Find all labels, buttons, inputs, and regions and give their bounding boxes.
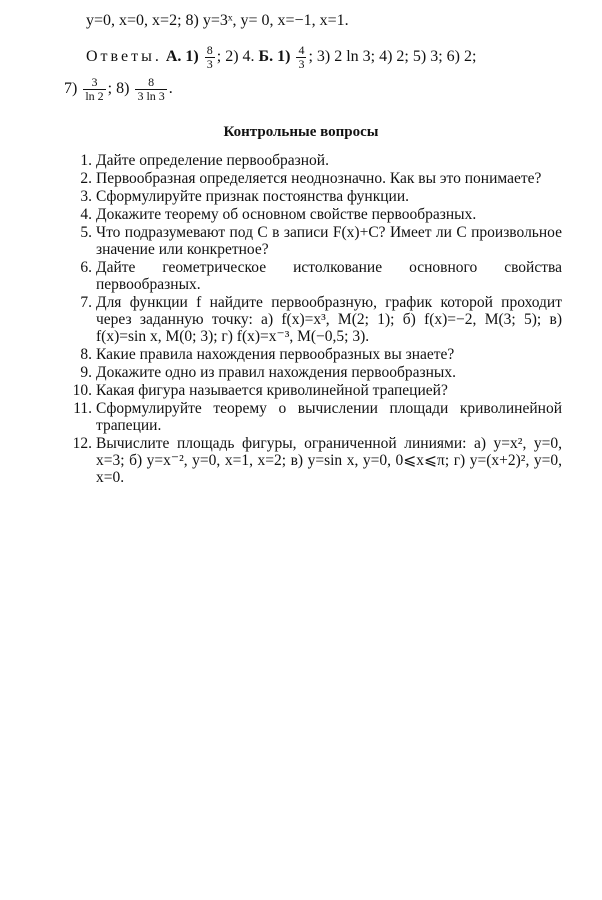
item-number: 12. xyxy=(72,435,92,452)
fraction-denominator: 3 xyxy=(206,57,213,71)
list-item xyxy=(72,170,562,187)
item-text: Первообразная определяется неоднозначно. Как вы это понимаете? xyxy=(96,170,542,187)
answers-mid: ; 8) xyxy=(107,80,130,98)
fraction-b1 xyxy=(296,44,306,71)
answers-a-label: А. 1) xyxy=(165,48,199,66)
list-item xyxy=(72,224,562,258)
fraction-numerator: 3 xyxy=(83,76,105,90)
fraction-a1 xyxy=(205,44,215,71)
fraction-denominator: 3 ln 3 xyxy=(137,89,165,103)
list-item xyxy=(72,400,562,434)
item-text: Докажите одно из правил нахождения первообразных. xyxy=(96,364,456,381)
answers-a-rest: ; 2) 4. xyxy=(216,48,255,66)
item-number: 3. xyxy=(80,188,92,205)
answers-item-7-label: 7) xyxy=(64,80,78,98)
fraction-denominator: ln 2 xyxy=(85,89,104,103)
item-number: 1. xyxy=(80,152,92,169)
item-text: Дайте геометрическое истолкование основного свойства первообразных. xyxy=(96,259,562,293)
fraction-numerator: 8 xyxy=(206,43,213,57)
list-item xyxy=(72,206,562,223)
list-item xyxy=(72,259,562,293)
answers-end: . xyxy=(168,80,173,98)
list-item xyxy=(72,435,562,486)
answers-line-2 xyxy=(64,76,173,103)
item-number: 7. xyxy=(80,294,92,311)
answers-line-1 xyxy=(86,44,476,71)
item-number: 2. xyxy=(80,170,92,187)
item-text: Вычислите площадь фигуры, ограниченной линиями: а) y=x², y=0, x=3; б) y=x⁻², y=0, x=1, x=2; в) y=sin x, y=0, 0⩽x⩽π; г) y=(x+2)², y=0, x=0. xyxy=(96,435,562,486)
questions-list xyxy=(72,152,562,487)
answers-label: Ответы. xyxy=(86,48,162,66)
list-item xyxy=(72,382,562,399)
item-number: 5. xyxy=(80,224,92,241)
list-item xyxy=(72,364,562,381)
section-heading: Контрольные вопросы xyxy=(223,124,379,140)
answers-b-label: Б. 1) xyxy=(258,48,291,66)
fraction-numerator: 8 xyxy=(135,76,166,90)
item-text: Что подразумевают под C в записи F(x)+C? Имеет ли C произвольное значение или конкретное? xyxy=(96,224,562,258)
item-number: 4. xyxy=(80,206,92,223)
fraction-denominator: 3 xyxy=(298,57,305,71)
item-text: Какая фигура называется криволинейной трапецией? xyxy=(96,382,448,399)
list-item xyxy=(72,152,562,169)
item-number: 11. xyxy=(73,400,92,417)
item-text: Докажите теорему об основном свойстве первообразных. xyxy=(96,206,477,223)
item-text: Какие правила нахождения первообразных вы знаете? xyxy=(96,346,455,363)
item-number: 10. xyxy=(72,382,92,399)
item-text: Для функции f найдите первообразную, график которой проходит через заданную точку: а) f(x)=x³, M(2; 1); б) f(x)=−2, M(3; 5); в) f(x)=sin x, M(0; 3); г) f(x)=x⁻³, M(−0,5; 3). xyxy=(96,294,562,345)
item-number: 6. xyxy=(80,259,92,276)
exercise-continuation-line: y=0, x=0, x=2; 8) y=3ˣ, y= 0, x=−1, x=1. xyxy=(86,12,349,29)
list-item xyxy=(72,346,562,363)
fraction-b7 xyxy=(83,76,105,103)
item-text: Дайте определение первообразной. xyxy=(96,152,329,169)
item-number: 9. xyxy=(80,364,92,381)
item-text: Сформулируйте признак постоянства функции. xyxy=(96,188,409,205)
fraction-numerator: 4 xyxy=(298,43,305,57)
answers-b-rest: ; 3) 2 ln 3; 4) 2; 5) 3; 6) 2; xyxy=(308,48,477,66)
list-item xyxy=(72,188,562,205)
list-item xyxy=(72,294,562,345)
item-number: 8. xyxy=(80,346,92,363)
fraction-b8 xyxy=(135,76,166,103)
item-text: Сформулируйте теорему о вычислении площади криволинейной трапеции. xyxy=(96,400,562,434)
